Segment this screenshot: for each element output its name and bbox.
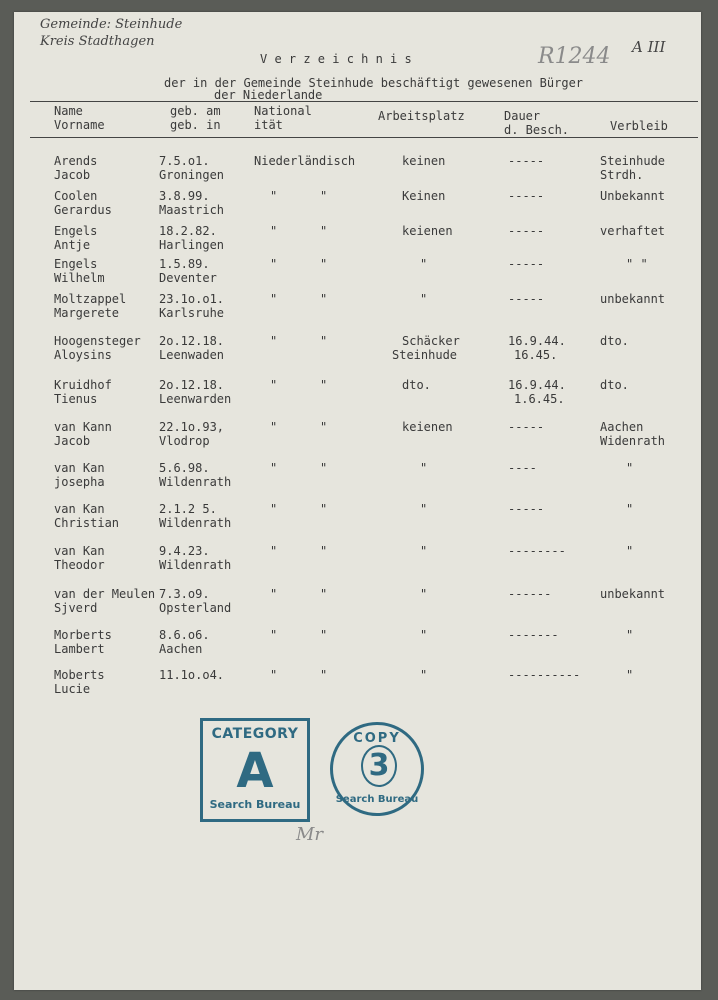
- row-whereabouts: unbekannt: [600, 587, 666, 601]
- category-stamp-bureau: Search Bureau: [209, 798, 301, 811]
- row-duration: -----: [508, 420, 545, 434]
- row-whereabouts: verhaftet: [600, 224, 666, 238]
- row-vorname: Jacob: [54, 168, 91, 182]
- document-page: [14, 12, 701, 990]
- row-name: Engels: [54, 257, 98, 271]
- row-birth-place: Wildenrath: [159, 475, 232, 489]
- row-birth-place: Deventer: [159, 271, 217, 285]
- row-nationality-ditto: ": [320, 378, 328, 392]
- row-birth-place: Leenwaden: [159, 348, 225, 362]
- handwritten-district: Kreis Stadthagen: [40, 34, 155, 49]
- row-nationality-ditto: ": [320, 461, 328, 475]
- row-workplace: ": [420, 502, 428, 516]
- row-vorname: Lucie: [54, 682, 91, 696]
- row-vorname: josepha: [54, 475, 105, 489]
- row-nationality-ditto: ": [320, 668, 328, 682]
- row-nationality: ": [270, 502, 278, 516]
- row-nationality-ditto: ": [320, 420, 328, 434]
- row-vorname: Lambert: [54, 642, 105, 656]
- row-nationality: ": [270, 628, 278, 642]
- row-duration: 16.9.44.: [508, 378, 566, 392]
- row-duration: -----: [508, 154, 545, 168]
- row-birth-place: Opsterland: [159, 601, 232, 615]
- row-whereabouts-2: Strdh.: [600, 168, 644, 182]
- row-nationality: ": [270, 334, 278, 348]
- row-birth-place: Leenwarden: [159, 392, 232, 406]
- row-nationality: ": [270, 378, 278, 392]
- column-header-geb-in: geb. in: [170, 118, 221, 132]
- row-workplace: keinen: [402, 154, 446, 168]
- row-duration: ------: [508, 587, 552, 601]
- row-duration: -----: [508, 502, 545, 516]
- row-duration: --------: [508, 544, 566, 558]
- row-birth-date: 11.1o.o4.: [159, 668, 225, 682]
- row-workplace: Schäcker: [402, 334, 460, 348]
- row-vorname: Jacob: [54, 434, 91, 448]
- row-nationality-ditto: ": [320, 224, 328, 238]
- row-nationality: ": [270, 189, 278, 203]
- row-whereabouts: ": [626, 461, 634, 475]
- copy-stamp-bureau: Search Bureau: [335, 794, 419, 805]
- row-duration: -----: [508, 224, 545, 238]
- row-birth-date: 7.5.o1.: [159, 154, 210, 168]
- column-header-nationalitaet-2: ität: [254, 118, 283, 132]
- row-whereabouts: ": [626, 544, 634, 558]
- row-birth-date: 2.1.2 5.: [159, 502, 217, 516]
- row-workplace: ": [420, 292, 428, 306]
- row-name: Moberts: [54, 668, 105, 682]
- column-header-verbleib: Verbleib: [610, 119, 668, 133]
- row-birth-date: 22.1o.93,: [159, 420, 225, 434]
- handwritten-reference-number: R1244: [538, 44, 611, 69]
- header-bottom-rule: [30, 137, 698, 138]
- row-birth-date: 5.6.98.: [159, 461, 210, 475]
- row-duration: ----------: [508, 668, 581, 682]
- row-duration: -----: [508, 292, 545, 306]
- row-nationality: ": [270, 461, 278, 475]
- row-birth-date: 3.8.99.: [159, 189, 210, 203]
- row-nationality-ditto: ": [320, 257, 328, 271]
- row-name: van Kan: [54, 502, 105, 516]
- row-nationality: ": [270, 544, 278, 558]
- row-workplace: ": [420, 544, 428, 558]
- row-whereabouts: unbekannt: [600, 292, 666, 306]
- row-birth-place: Harlingen: [159, 238, 225, 252]
- row-birth-place: Groningen: [159, 168, 225, 182]
- row-whereabouts: dto.: [600, 334, 629, 348]
- row-name: Kruidhof: [54, 378, 112, 392]
- row-birth-place: Wildenrath: [159, 558, 232, 572]
- row-vorname: Theodor: [54, 558, 105, 572]
- row-nationality-ditto: ": [320, 502, 328, 516]
- column-header-geb-am: geb. am: [170, 104, 221, 118]
- row-workplace: ": [420, 461, 428, 475]
- row-workplace: dto.: [402, 378, 431, 392]
- row-name: van der Meulen: [54, 587, 156, 601]
- row-whereabouts: ": [626, 502, 634, 516]
- row-name: van Kan: [54, 544, 105, 558]
- row-vorname: Sjverd: [54, 601, 98, 615]
- category-stamp-letter: A: [236, 743, 274, 799]
- row-whereabouts: ": [626, 628, 634, 642]
- row-birth-place: Karlsruhe: [159, 306, 225, 320]
- row-duration: -----: [508, 257, 545, 271]
- pencil-initials: Mr: [296, 824, 324, 845]
- row-workplace: ": [420, 628, 428, 642]
- row-name: Hoogensteger: [54, 334, 141, 348]
- column-header-dauer: Dauer: [504, 109, 541, 123]
- row-vorname: Antje: [54, 238, 91, 252]
- row-nationality: ": [270, 668, 278, 682]
- handwritten-code: A III: [632, 38, 666, 56]
- row-nationality-ditto: ": [320, 334, 328, 348]
- row-vorname: Margerete: [54, 306, 120, 320]
- row-workplace: ": [420, 587, 428, 601]
- copy-stamp-number: 3: [361, 745, 397, 787]
- row-duration: -------: [508, 628, 559, 642]
- row-whereabouts: " ": [626, 257, 648, 271]
- copy-stamp-label: COPY: [353, 731, 401, 746]
- row-nationality: Niederländisch: [254, 154, 356, 168]
- row-whereabouts: dto.: [600, 378, 629, 392]
- row-vorname: Gerardus: [54, 203, 112, 217]
- row-name: Engels: [54, 224, 98, 238]
- row-name: Moltzappel: [54, 292, 127, 306]
- category-stamp-label: CATEGORY: [211, 726, 299, 742]
- row-birth-date: 2o.12.18.: [159, 334, 225, 348]
- row-workplace: ": [420, 668, 428, 682]
- column-header-name: Name: [54, 104, 83, 118]
- handwritten-municipality: Gemeinde: Steinhude: [40, 17, 183, 32]
- row-birth-place: Wildenrath: [159, 516, 232, 530]
- document-title: V e r z e i c h n i s: [260, 52, 412, 66]
- row-nationality-ditto: ": [320, 628, 328, 642]
- row-duration-2: 1.6.45.: [514, 392, 565, 406]
- row-workplace: keienen: [402, 224, 453, 238]
- row-whereabouts: Unbekannt: [600, 189, 666, 203]
- row-whereabouts-2: Widenrath: [600, 434, 666, 448]
- row-birth-date: 8.6.o6.: [159, 628, 210, 642]
- row-duration: -----: [508, 189, 545, 203]
- row-name: van Kan: [54, 461, 105, 475]
- row-name: Morberts: [54, 628, 112, 642]
- document-subtitle-line1: der in der Gemeinde Steinhude beschäftigt gewesenen Bürger: [164, 76, 584, 90]
- row-vorname: Christian: [54, 516, 120, 530]
- row-birth-date: 9.4.23.: [159, 544, 210, 558]
- row-birth-date: 7.3.o9.: [159, 587, 210, 601]
- row-vorname: Wilhelm: [54, 271, 105, 285]
- row-vorname: Tienus: [54, 392, 98, 406]
- row-whereabouts: Aachen: [600, 420, 644, 434]
- row-nationality: ": [270, 420, 278, 434]
- column-header-nationalitaet: National: [254, 104, 312, 118]
- header-top-rule: [30, 101, 698, 102]
- row-name: van Kann: [54, 420, 112, 434]
- row-duration-2: 16.45.: [514, 348, 558, 362]
- column-header-arbeitsplatz: Arbeitsplatz: [378, 109, 465, 123]
- column-header-beschaeftigung: d. Besch.: [504, 123, 570, 137]
- row-workplace: Keinen: [402, 189, 446, 203]
- row-birth-date: 18.2.82.: [159, 224, 217, 238]
- row-duration: 16.9.44.: [508, 334, 566, 348]
- row-nationality-ditto: ": [320, 292, 328, 306]
- row-name: Arends: [54, 154, 98, 168]
- row-nationality: ": [270, 257, 278, 271]
- row-nationality-ditto: ": [320, 587, 328, 601]
- row-birth-date: 1.5.89.: [159, 257, 210, 271]
- row-birth-date: 23.1o.o1.: [159, 292, 225, 306]
- row-nationality: ": [270, 292, 278, 306]
- row-nationality-ditto: ": [320, 189, 328, 203]
- row-name: Coolen: [54, 189, 98, 203]
- row-nationality-ditto: ": [320, 544, 328, 558]
- row-workplace-2: Steinhude: [392, 348, 458, 362]
- row-nationality: ": [270, 587, 278, 601]
- copy-3-stamp: [330, 722, 424, 816]
- row-duration: ----: [508, 461, 537, 475]
- row-whereabouts: Steinhude: [600, 154, 666, 168]
- column-header-vorname: Vorname: [54, 118, 105, 132]
- row-workplace: ": [420, 257, 428, 271]
- document-subtitle-line2: der Niederlande: [214, 88, 323, 102]
- row-whereabouts: ": [626, 668, 634, 682]
- row-birth-date: 2o.12.18.: [159, 378, 225, 392]
- row-vorname: Aloysins: [54, 348, 112, 362]
- row-birth-place: Maastrich: [159, 203, 225, 217]
- row-workplace: keienen: [402, 420, 453, 434]
- category-a-stamp: [200, 718, 310, 822]
- row-nationality: ": [270, 224, 278, 238]
- row-birth-place: Vlodrop: [159, 434, 210, 448]
- row-birth-place: Aachen: [159, 642, 203, 656]
